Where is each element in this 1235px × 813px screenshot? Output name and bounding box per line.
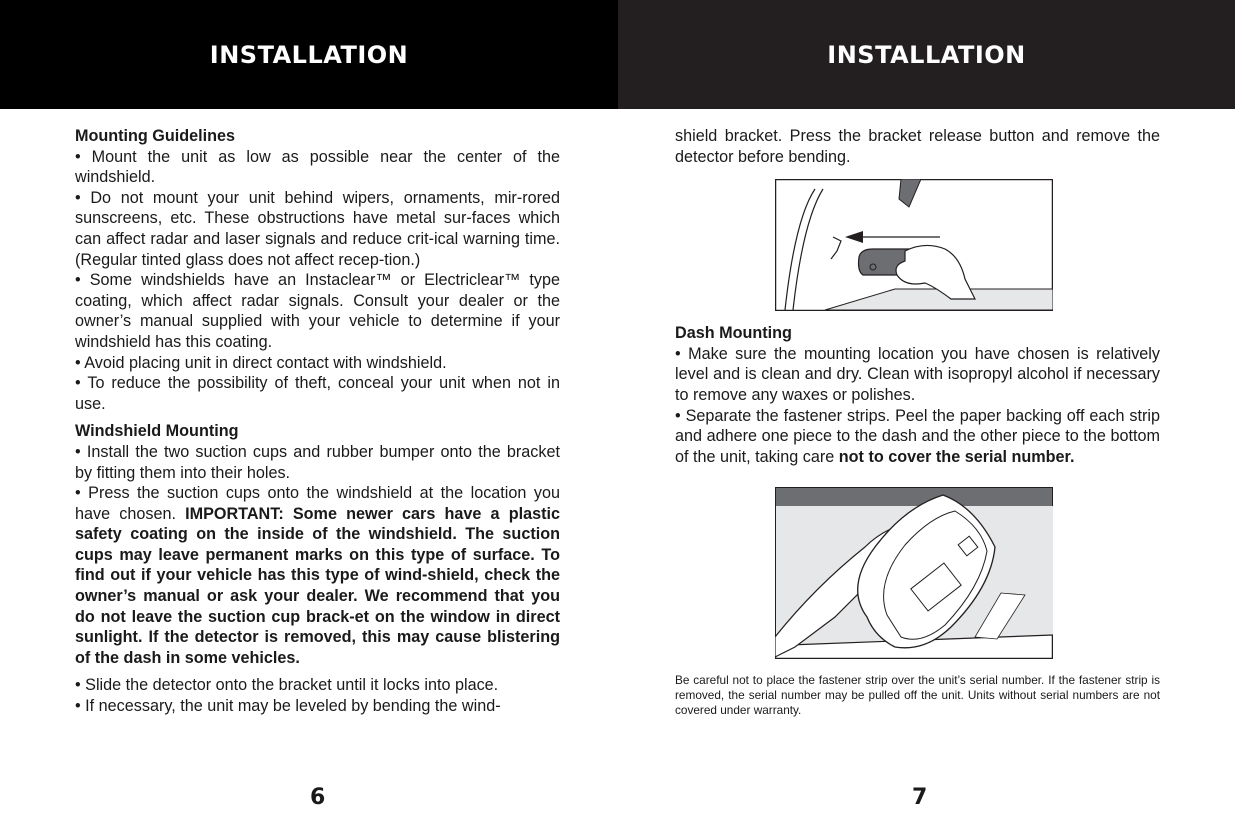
dash-fastener-illustration [775, 487, 1053, 659]
windshield-item-2-text: • Press the suction cups onto the windshield at the location you have chosen. [75, 484, 560, 523]
continued-text: shield bracket. Press the bracket release button and remove the detector before bending. [675, 127, 1160, 166]
header-left [0, 0, 618, 109]
page-number-right: 7 [912, 785, 928, 810]
right-column [675, 126, 1160, 717]
dash-item-2 [675, 406, 1160, 468]
mounting-item-5: • To reduce the possibility of theft, conceal your unit when not in use. [75, 374, 560, 413]
windshield-item-4: • If necessary, the unit may be leveled by bending the wind- [75, 697, 501, 716]
windshield-item-3: • Slide the detector onto the bracket until it locks into place. [75, 676, 499, 695]
windshield-bracket-illustration [775, 179, 1053, 311]
header-right-title: INSTALLATION [827, 40, 1026, 69]
left-column [75, 126, 560, 717]
windshield-item-1: • Install the two suction cups and rubber bumper onto the bracket by fitting them into their holes. [75, 442, 560, 482]
mounting-item-3: • Some windshields have an Instaclear™ or Electriclear™ type coating, which affect radar signals. Consult your dealer or the owner’s manual supplied with your vehicle to determine if your windshield has this coating. [75, 271, 560, 351]
windshield-item-2 [75, 483, 560, 668]
windshield-mounting-heading: Windshield Mounting [75, 422, 239, 441]
serial-number-warning: not to cover the serial number. [838, 447, 1075, 466]
mounting-guidelines-heading: Mounting Guidelines [75, 127, 236, 145]
header-left-title: INSTALLATION [209, 40, 409, 69]
warranty-caption: Be careful not to place the fastener strip over the unit’s serial number. If the fastener strip is removed, the serial number may be pulled off the unit. Units without serial numbers are not covered under warranty. [675, 673, 1160, 717]
dash-item-1: • Make sure the mounting location you have chosen is relatively level and is clean and dry. Clean with isopropyl alcohol if necessary to remove any waxes or polishes. [675, 344, 1160, 404]
important-warning: IMPORTANT: Some newer cars have a plastic safety coating on the inside of the windshield. The suction cups may leave permanent marks on this type of surface. To find out if your vehicle has this type of wind-shield, check the owner’s manual or ask your dealer. We recommend that you do not leave the suction cup brack-et on the window in direct sunlight. If the detector is removed, this may cause blistering of the dash in some vehicles. [75, 504, 560, 667]
header-right [618, 0, 1235, 109]
mounting-item-4: • Avoid placing unit in direct contact with windshield. [75, 353, 447, 372]
dash-mounting-heading: Dash Mounting [675, 324, 792, 343]
mounting-item-1: • Mount the unit as low as possible near the center of the windshield. [75, 147, 560, 187]
dash-item-2-text: • Separate the fastener strips. Peel the paper backing off each strip and adhere one piece to the dash and the other piece to the bottom of the unit, taking care [675, 406, 1160, 466]
mounting-item-2: • Do not mount your unit behind wipers, ornaments, mir-rored sunscreens, etc. These obstructions have metal sur-faces which can affect radar and laser signals and reduce crit-ical warning time. (Regular tinted glass does not affect recep-tion.) [75, 188, 560, 269]
page-number-left: 6 [310, 785, 326, 810]
